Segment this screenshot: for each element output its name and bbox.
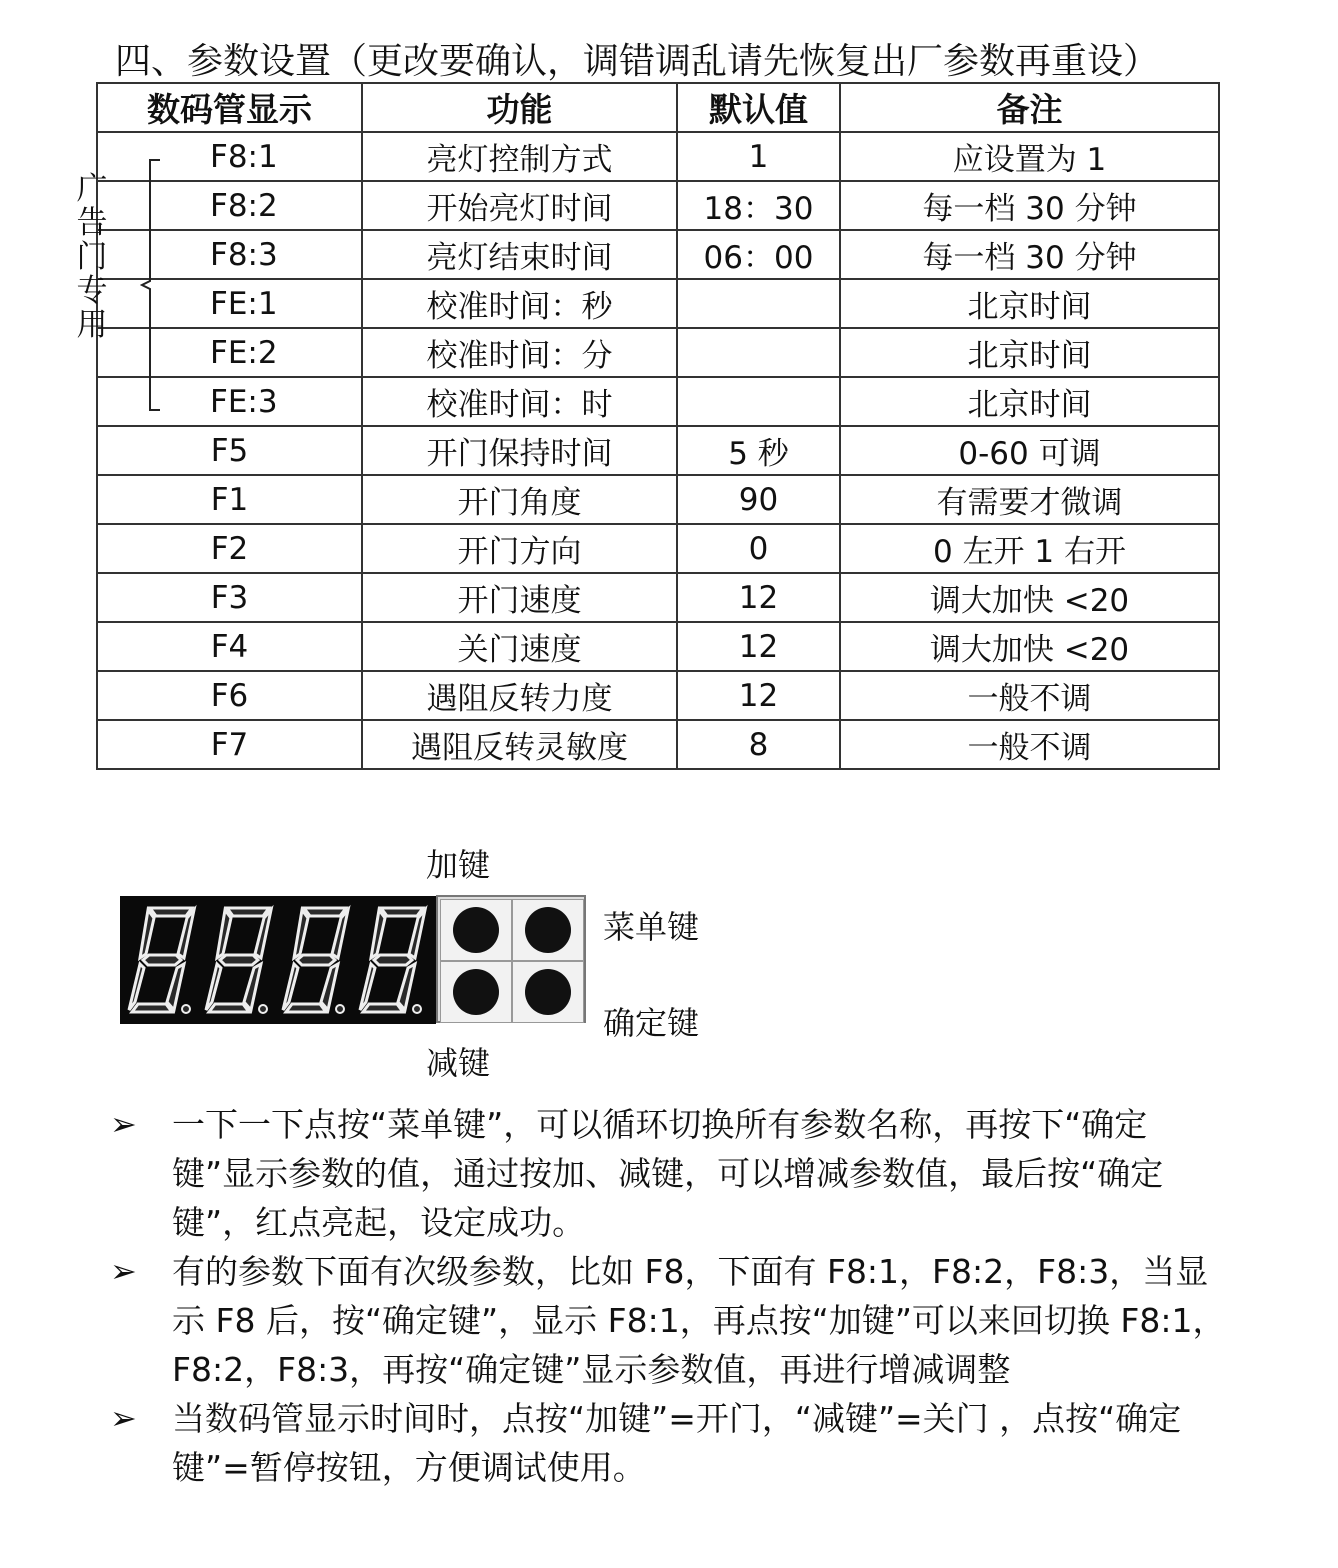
add-key-button[interactable] [440, 899, 512, 961]
button-dot-icon [525, 907, 571, 953]
seven-segment-digits [120, 896, 436, 1024]
cell-function: 亮灯控制方式 [362, 132, 677, 181]
segment-f [217, 910, 231, 958]
table-row [97, 524, 1219, 573]
segment-a [227, 908, 269, 916]
table-row [97, 622, 1219, 671]
cell-display: FE:3 [97, 377, 362, 426]
segment-c [321, 964, 338, 1010]
table-row [97, 377, 1219, 426]
cell-notes: 应设置为 1 [840, 132, 1219, 181]
arrow-bullet-icon: ➢ [110, 1252, 137, 1290]
segment-d [132, 1004, 172, 1012]
table-row [97, 279, 1219, 328]
segment-f [140, 910, 154, 958]
segment-d [286, 1004, 326, 1012]
segment-a [304, 908, 346, 916]
table-row [97, 671, 1219, 720]
segment-g [297, 955, 335, 965]
cell-notes: 0 左开 1 右开 [840, 524, 1219, 573]
cell-default: 06：00 [677, 230, 840, 279]
cell-default [677, 328, 840, 377]
cell-function: 开门方向 [362, 524, 677, 573]
cell-display: F5 [97, 426, 362, 475]
arrow-bullet-icon: ➢ [110, 1399, 137, 1437]
cell-default: 5 秒 [677, 426, 840, 475]
segment-d [363, 1004, 403, 1012]
cell-display: F2 [97, 524, 362, 573]
arrow-bullet-icon: ➢ [110, 1105, 137, 1143]
segment-dp [182, 1005, 190, 1013]
cell-function: 开门角度 [362, 475, 677, 524]
cell-function: 遇阻反转力度 [362, 671, 677, 720]
cell-function: 校准时间：分 [362, 328, 677, 377]
segment-dp [413, 1005, 421, 1013]
cell-default [677, 377, 840, 426]
cell-default: 18：30 [677, 181, 840, 230]
confirm-key-label: 确定键 [603, 1004, 700, 1042]
confirm-key-button[interactable] [512, 961, 584, 1023]
cell-notes: 每一档 30 分钟 [840, 181, 1219, 230]
instructions-list [110, 1100, 1230, 1492]
segment-d [209, 1004, 249, 1012]
cell-display: F8:1 [97, 132, 362, 181]
header-display: 数码管显示 [97, 83, 362, 132]
group-label: 广告门专用 [76, 171, 108, 343]
segment-f [371, 910, 385, 958]
table-row [97, 720, 1219, 769]
segment-g [143, 955, 181, 965]
segment-c [244, 964, 261, 1010]
cell-notes: 北京时间 [840, 328, 1219, 377]
cell-default: 12 [677, 573, 840, 622]
instruction-item [110, 1247, 1230, 1394]
cell-notes: 有需要才微调 [840, 475, 1219, 524]
cell-display: F3 [97, 573, 362, 622]
cell-notes: 一般不调 [840, 720, 1219, 769]
cell-display: FE:2 [97, 328, 362, 377]
table-row [97, 328, 1219, 377]
segment-dp [336, 1005, 344, 1013]
cell-notes: 每一档 30 分钟 [840, 230, 1219, 279]
cell-default: 12 [677, 671, 840, 720]
cell-function: 开门速度 [362, 573, 677, 622]
segment-g [220, 955, 258, 965]
cell-notes: 调大加快 <20 [840, 573, 1219, 622]
cell-display: FE:1 [97, 279, 362, 328]
segment-f [294, 910, 308, 958]
table-row [97, 426, 1219, 475]
segment-g [374, 955, 412, 965]
minus-key-label: 减键 [426, 1044, 491, 1082]
instruction-text: 有的参数下面有次级参数，比如 F8，下面有 F8:1，F8:2，F8:3，当显示 F8 后，按“确定键”，显示 F8:1，再点按“加键”可以来回切换 F8:1，F8:2，F8:3，再按“确定键”显示参数值，再进行增减调整 [172, 1252, 1226, 1389]
table-row [97, 230, 1219, 279]
button-panel [436, 895, 586, 1023]
cell-function: 遇阻反转灵敏度 [362, 720, 677, 769]
instruction-text: 一下一下点按“菜单键”，可以循环切换所有参数名称，再按下“确定键”显示参数的值，通过按加、减键，可以增减参数值，最后按“确定键”，红点亮起，设定成功。 [172, 1105, 1164, 1242]
minus-key-button[interactable] [440, 961, 512, 1023]
instruction-item [110, 1394, 1230, 1492]
header-notes: 备注 [840, 83, 1219, 132]
cell-default: 12 [677, 622, 840, 671]
table-row [97, 132, 1219, 181]
instruction-text: 当数码管显示时间时，点按“加键”=开门，“减键”=关门 ，点按“确定键”=暂停按钮，方便调试使用。 [172, 1399, 1182, 1487]
button-dot-icon [525, 969, 571, 1015]
cell-notes: 北京时间 [840, 377, 1219, 426]
segment-dp [259, 1005, 267, 1013]
cell-function: 关门速度 [362, 622, 677, 671]
cell-default: 1 [677, 132, 840, 181]
cell-function: 校准时间：秒 [362, 279, 677, 328]
table-row [97, 475, 1219, 524]
cell-default: 8 [677, 720, 840, 769]
cell-default: 0 [677, 524, 840, 573]
segment-a [381, 908, 423, 916]
add-key-label: 加键 [426, 846, 491, 884]
cell-display: F6 [97, 671, 362, 720]
group-brace-icon [140, 156, 162, 414]
button-dot-icon [453, 969, 499, 1015]
cell-function: 开门保持时间 [362, 426, 677, 475]
cell-display: F7 [97, 720, 362, 769]
header-default: 默认值 [677, 83, 840, 132]
menu-key-button[interactable] [512, 899, 584, 961]
cell-default [677, 279, 840, 328]
segment-a [150, 908, 192, 916]
cell-function: 亮灯结束时间 [362, 230, 677, 279]
cell-display: F1 [97, 475, 362, 524]
header-function: 功能 [362, 83, 677, 132]
instruction-item [110, 1100, 1230, 1247]
menu-key-label: 菜单键 [603, 908, 700, 946]
segment-c [167, 964, 184, 1010]
seven-segment-display-icon [120, 896, 436, 1024]
parameter-table [96, 82, 1220, 770]
table-row [97, 181, 1219, 230]
table-row [97, 573, 1219, 622]
cell-notes: 北京时间 [840, 279, 1219, 328]
page-title: 四、参数设置（更改要确认，调错调乱请先恢复出厂参数再重设） [115, 41, 1160, 82]
cell-default: 90 [677, 475, 840, 524]
cell-notes: 调大加快 <20 [840, 622, 1219, 671]
table-header-row [97, 83, 1219, 132]
cell-notes: 0-60 可调 [840, 426, 1219, 475]
cell-function: 开始亮灯时间 [362, 181, 677, 230]
button-dot-icon [453, 907, 499, 953]
cell-display: F4 [97, 622, 362, 671]
cell-function: 校准时间：时 [362, 377, 677, 426]
cell-notes: 一般不调 [840, 671, 1219, 720]
cell-display: F8:3 [97, 230, 362, 279]
segment-c [398, 964, 415, 1010]
cell-display: F8:2 [97, 181, 362, 230]
